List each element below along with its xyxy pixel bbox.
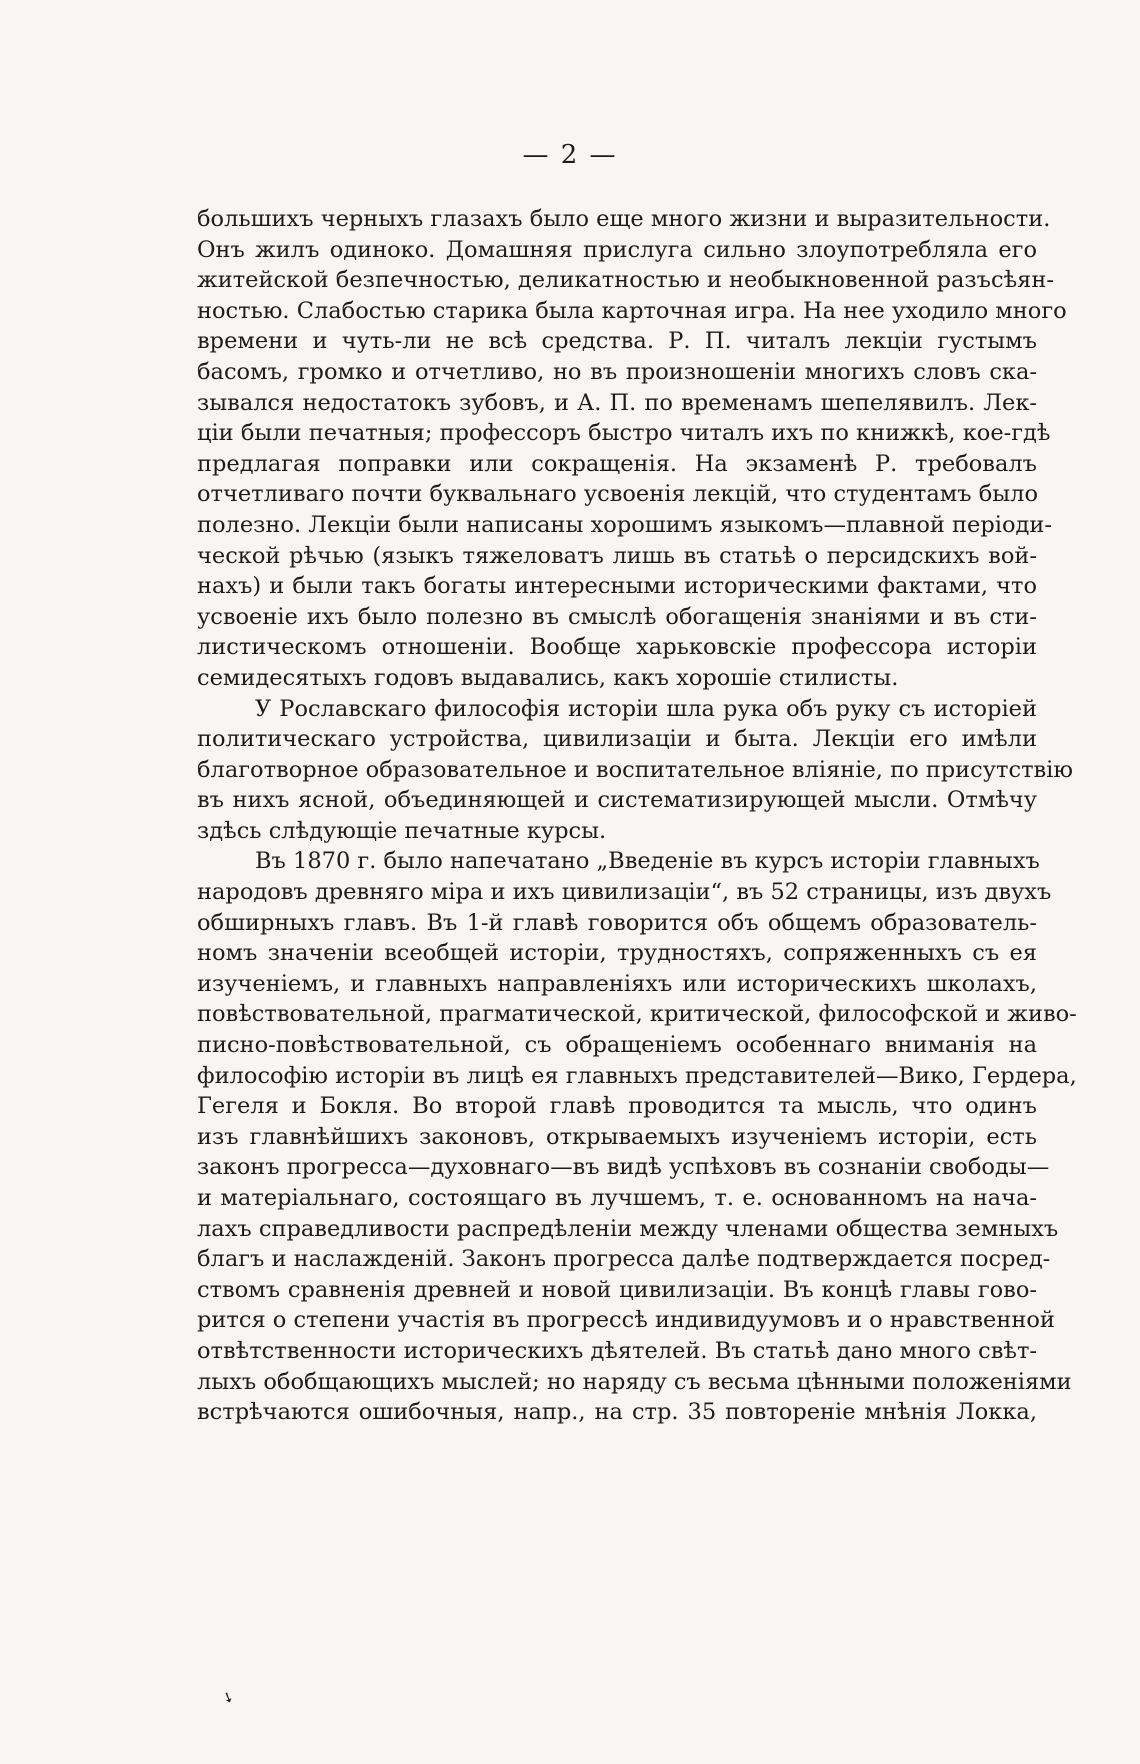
text-line: народовъ древняго міра и ихъ цивилизаціи“, въ 52 страницы, изъ двухъ <box>197 879 1052 906</box>
text-line: нахъ) и были такъ богаты интересными историческими фактами, что <box>197 573 1037 600</box>
text-line: благотворное образовательное и воспитательное вліяніе, по присутствію <box>197 756 1073 783</box>
text-line: въ нихъ ясной, объединяющей и систематизирующей мысли. Отмѣчу <box>197 787 1037 814</box>
text-line: изъ главнѣйшихъ законовъ, открываемыхъ изученіемъ исторіи, есть <box>197 1123 1037 1150</box>
text-line: ствомъ сравненія древней и новой цивилизаціи. Въ концѣ главы гово- <box>197 1276 1037 1303</box>
paragraph-3 <box>197 846 1077 1427</box>
text-line: басомъ, громко и отчетливо, но въ произношеніи многихъ словъ ска- <box>197 358 1037 385</box>
text-line: и матеріальнаго, состоящаго въ лучшемъ, т. е. основанномъ на нача- <box>197 1185 1037 1211</box>
text-line: усвоеніе ихъ было полезно въ смыслѣ обогащенія знаніями и въ сти- <box>197 603 1037 630</box>
text-line: ціи были печатныя; профессоръ быстро читалъ ихъ по книжкѣ, кое-гдѣ <box>197 420 1051 447</box>
text-line: отвѣтственности историческихъ дѣятелей. Въ статьѣ дано много свѣт- <box>197 1337 1037 1364</box>
text-line: повѣствовательной, прагматической, критической, философской и живо- <box>197 1001 1077 1028</box>
text-line: семидесятыхъ годовъ выдавались, какъ хорошіе стилисты. <box>197 664 899 691</box>
text-line: законъ прогресса—духовнаго—въ видѣ успѣховъ въ сознаніи свободы— <box>197 1154 1050 1181</box>
paragraph-1 <box>197 204 1067 694</box>
text-line: предлагая поправки или сокращенія. На экзаменѣ Р. требовалъ <box>197 450 1037 477</box>
text-line: большихъ черныхъ глазахъ было еще много жизни и выразительности. <box>197 206 1051 232</box>
text-line: встрѣчаются ошибочныя, напр., на стр. 35 повтореніе мнѣнія Локка, <box>197 1399 1037 1426</box>
text-line: рится о степени участія въ прогрессѣ индивидуумовъ и о нравственной <box>197 1307 1055 1334</box>
print-speck: ➘ <box>219 1688 237 1708</box>
text-line: Гегеля и Бокля. Во второй главѣ проводится та мысль, что одинъ <box>197 1093 1037 1120</box>
text-line: философію исторіи въ лицѣ ея главныхъ представителей—Вико, Гердера, <box>197 1062 1077 1089</box>
text-line: лыхъ обобщающихъ мыслей; но наряду съ весьма цѣнными положеніями <box>197 1368 1072 1395</box>
text-line: житейской безпечностью, деликатностью и необыкновенной разъсѣян- <box>197 267 1054 294</box>
text-line: благъ и наслажденій. Законъ прогресса далѣе подтверждается посред- <box>197 1246 1051 1273</box>
text-line: обширныхъ главъ. Въ 1-й главѣ говорится объ общемъ образователь- <box>197 909 1037 936</box>
text-line: отчетливаго почти буквальнаго усвоенія лекцій, что студентамъ было <box>197 481 1039 508</box>
text-line: изученіемъ, и главныхъ направленіяхъ или историческихъ школахъ, <box>197 970 1037 997</box>
text-line: зывался недостатокъ зубовъ, и А. П. по временамъ шепелявилъ. Лек- <box>197 389 1037 416</box>
paragraph-2 <box>197 694 1073 847</box>
text-line: листическомъ отношеніи. Вообще харьковскіе профессора исторіи <box>197 634 1037 661</box>
text-line: Онъ жилъ одиноко. Домашняя прислуга сильно злоупотребляла его <box>197 236 1037 263</box>
text-line: лахъ справедливости распредѣленіи между членами общества земныхъ <box>197 1215 1059 1242</box>
text-line: ческой рѣчью (языкъ тяжеловатъ лишь въ статьѣ о персидскихъ вой- <box>197 542 1037 569</box>
text-line: здѣсь слѣдующіе печатные курсы. <box>197 817 607 844</box>
text-line: У Рославскаго философія исторіи шла рука объ руку съ исторіей <box>255 695 1037 722</box>
text-line: времени и чуть-ли не всѣ средства. Р. П. читалъ лекціи густымъ <box>197 328 1037 355</box>
text-line: ностью. Слабостью старика была карточная игра. На нее уходило много <box>197 297 1067 324</box>
text-line: номъ значеніи всеобщей исторіи, трудностяхъ, сопряженныхъ съ ея <box>197 940 1037 967</box>
text-line: Въ 1870 г. было напечатано „Введеніе въ курсъ исторіи главныхъ <box>255 848 1040 875</box>
text-line: писно-повѣствовательной, съ обращеніемъ особеннаго вниманія на <box>197 1032 1037 1059</box>
document-body <box>197 204 1077 1428</box>
page-number: — 2 — <box>522 140 618 170</box>
text-line: политическаго устройства, цивилизаціи и быта. Лекціи его имѣли <box>197 726 1037 753</box>
text-line: полезно. Лекціи были написаны хорошимъ языкомъ—плавной періоди- <box>197 511 1052 538</box>
